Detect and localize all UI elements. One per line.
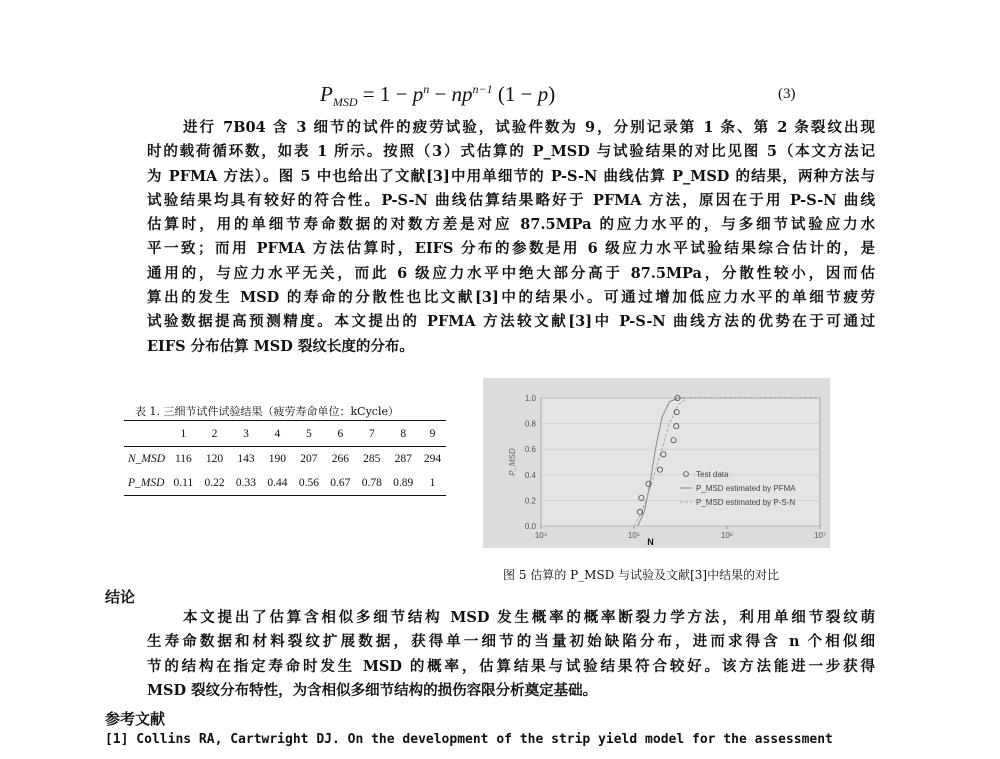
- table-header-cell: 7: [356, 421, 387, 447]
- text-line: 试验结果均具有较好的符合性。P-S-N 曲线估算结果略好于 PFMA 方法，原因在于用 P-S-N 曲线: [147, 191, 875, 209]
- table-cell: 0.56: [293, 471, 324, 496]
- y-tick-label: 1.0: [524, 394, 536, 403]
- table-caption: 表 1. 三细节试件试验结果（疲劳寿命单位：kCycle）: [135, 405, 399, 418]
- reference-item: [1] Collins RA, Cartwright DJ. On the development of the strip yield model for the assessment: [105, 732, 833, 747]
- text-line: 算出的发生 MSD 的寿命的分散性也比文献[3]中的结果小。可通过增加低应力水平的单细节疲劳: [147, 289, 875, 307]
- table-cell: 294: [423, 453, 442, 465]
- figure-caption: 图 5 估算的 P_MSD 与试验及文献[3]中结果的对比: [503, 568, 780, 582]
- body-paragraph-1: [147, 116, 875, 359]
- y-tick-label: 0.0: [524, 522, 536, 531]
- y-tick-label: 0.4: [524, 470, 536, 480]
- y-tick-label: 0.2: [524, 496, 536, 506]
- figure-5: [483, 378, 830, 548]
- body-paragraph-2: [147, 606, 875, 703]
- y-tick-label: 0.8: [524, 419, 536, 429]
- table-cell: 0.78: [356, 471, 387, 496]
- chart-svg: [483, 378, 830, 548]
- table-cell: 266: [331, 453, 349, 465]
- table-row-pmsd: [124, 471, 446, 496]
- row-label: N_MSD: [128, 453, 166, 465]
- x-tick-label: 10⁶: [720, 531, 734, 540]
- row-label: P_MSD: [124, 471, 168, 496]
- text-line: 进行 7B04 含 3 细节的试件的疲劳试验，试验件数为 9，分别记录第 1 条、第 2 条裂纹出现: [183, 119, 875, 136]
- y-axis-label: P_MSD: [508, 448, 517, 476]
- table-header-cell: 6: [325, 421, 356, 447]
- table-cell: 287: [394, 453, 412, 465]
- table-cell: 0.22: [199, 471, 230, 496]
- text-line: 试验数据提高预测精度。本文提出的 PFMA 方法较文献[3]中 P-S-N 曲线方法的优势在于可通过: [147, 313, 875, 331]
- equation-number: (3): [778, 86, 796, 102]
- table-header-cell: 1: [168, 421, 199, 447]
- table-cell: 285: [363, 453, 381, 465]
- table-cell: 1: [419, 471, 446, 496]
- table-row-nmsd: [124, 447, 446, 472]
- table-cell: 143: [237, 453, 255, 465]
- legend-label: P_MSD estimated by P-S-N: [696, 498, 796, 507]
- table-header-cell: [124, 421, 168, 447]
- conclusion-heading: 结论: [105, 588, 136, 606]
- text-line: 估算时，用的单细节寿命数据的对数方差是对应 87.5MPa 的应力水平的，与多细节试验应力水: [147, 216, 875, 234]
- table-cell: 0.33: [230, 471, 261, 496]
- table-header-cell: 5: [293, 421, 324, 447]
- y-tick-label: 0.6: [524, 445, 536, 455]
- table-header-cell: 3: [230, 421, 261, 447]
- legend-label: P_MSD estimated by PFMA: [696, 484, 796, 493]
- x-tick-label: 10⁷: [814, 531, 826, 540]
- text-line: 时的载荷循环数，如表 1 所示。按照（3）式估算的 P_MSD 与试验结果的对比见图 5（本文方法记: [147, 143, 875, 161]
- text-line: 通用的，与应力水平无关，而此 6 级应力水平中绝大部分高于 87.5MPa，分散性较小，因而估: [147, 264, 875, 282]
- text-line: 平一致；而用 PFMA 方法估算时，EIFS 分布的参数是用 6 级应力水平试验结果综合估计的，是: [147, 240, 875, 258]
- table-cell: 190: [268, 453, 287, 465]
- text-line: 本文提出了估算含相似多细节结构 MSD 发生概率的概率断裂力学方法，利用单细节裂纹萌: [183, 609, 875, 626]
- table-cell: 116: [174, 453, 192, 465]
- table-cell: 0.89: [388, 471, 419, 496]
- text-line: 生寿命数据和材料裂纹扩展数据，获得单一细节的当量初始缺陷分布，进而求得含 n 个相似细: [147, 633, 875, 651]
- table-cell: 0.44: [262, 471, 293, 496]
- text-line: EIFS 分布估算 MSD 裂纹长度的分布。: [147, 337, 414, 355]
- table-header-row: [124, 421, 446, 447]
- text-line: MSD 裂纹分布特性，为含相似多细节结构的损伤容限分析奠定基础。: [147, 681, 598, 699]
- x-tick-label: 10⁵: [627, 531, 641, 540]
- references-heading: 参考文献: [105, 710, 166, 728]
- results-table: [124, 420, 446, 496]
- text-line: 为 PFMA 方法）。图 5 中也给出了文献[3]中用单细节的 P-S-N 曲线估算 P_MSD 的结果，两种方法与: [147, 167, 875, 185]
- table-cell: 0.11: [168, 471, 199, 496]
- x-axis-label: N: [647, 537, 654, 547]
- table-cell: 120: [205, 453, 224, 465]
- table-cell: 207: [300, 453, 318, 465]
- x-tick-label: 10⁴: [534, 531, 548, 540]
- text-line: 节的结构在指定寿命时发生 MSD 的概率，估算结果与试验结果符合较好。该方法能进一步获得: [147, 657, 875, 675]
- table-cell: 0.67: [325, 471, 356, 496]
- table-header-cell: 4: [262, 421, 293, 447]
- table-header-cell: 9: [419, 421, 446, 447]
- table-header-cell: 8: [388, 421, 419, 447]
- table-header-cell: 2: [199, 421, 230, 447]
- legend-label: Test data: [696, 470, 729, 479]
- equation-3: $P_{MSD} = 1 - p^n - np^{n-1}$ (1 − p): [320, 82, 556, 110]
